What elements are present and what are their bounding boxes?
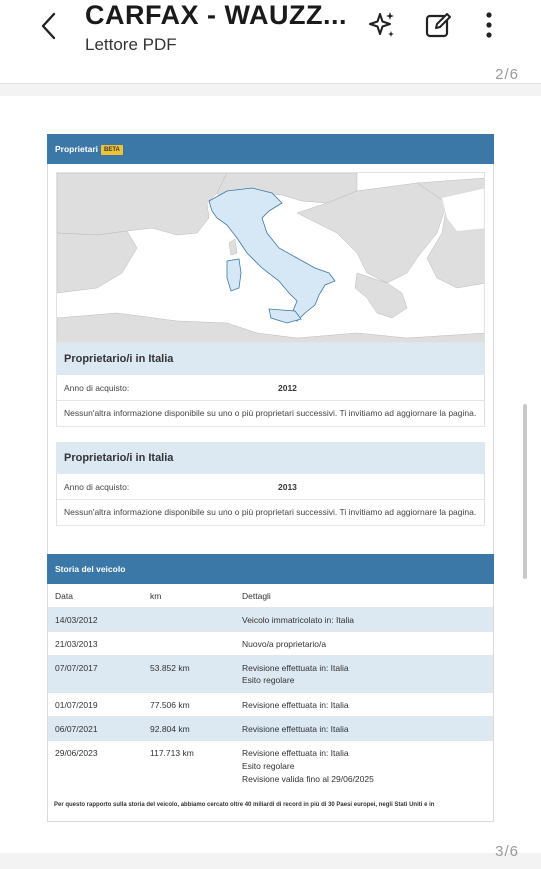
owners-section-title: Proprietari bbox=[55, 144, 98, 154]
owners-section-header bbox=[47, 134, 494, 164]
row-detail: Nuovo/a proprietario/a bbox=[242, 639, 327, 649]
row-detail: Revisione effettuata in: Italia bbox=[242, 748, 349, 758]
row-km: 117.713 km bbox=[150, 748, 194, 758]
row-detail: Revisione effettuata in: Italia bbox=[242, 724, 349, 734]
purchase-year-value: 2012 bbox=[278, 383, 297, 393]
beta-badge: BETA bbox=[101, 145, 123, 155]
purchase-year-label: Anno di acquisto: bbox=[64, 383, 130, 393]
owner-card-1 bbox=[56, 343, 485, 427]
row-detail: Esito regolare bbox=[242, 761, 295, 771]
app-subtitle: Lettore PDF bbox=[85, 35, 177, 54]
italy-map bbox=[56, 172, 485, 343]
table-row bbox=[48, 717, 493, 741]
owner-card-2 bbox=[56, 442, 485, 526]
row-detail: Revisione effettuata in: Italia bbox=[242, 663, 349, 673]
table-row bbox=[48, 656, 493, 693]
purchase-year-row bbox=[56, 375, 485, 401]
row-detail: Revisione valida fino al 29/06/2025 bbox=[242, 774, 374, 784]
vehicle-history-header: Storia del veicolo bbox=[47, 554, 494, 584]
row-date: 14/03/2012 bbox=[55, 615, 98, 625]
back-arrow-icon[interactable] bbox=[34, 6, 68, 46]
row-date: 06/07/2021 bbox=[55, 724, 98, 734]
row-km: 53.852 km bbox=[150, 663, 190, 673]
row-km: 77.506 km bbox=[150, 700, 190, 710]
page-indicator-current: 3/6 bbox=[495, 843, 519, 860]
table-row bbox=[48, 741, 493, 791]
row-detail: Revisione effettuata in: Italia bbox=[242, 700, 349, 710]
page-indicator-previous: 2/6 bbox=[495, 66, 519, 83]
column-header-km: km bbox=[150, 591, 162, 601]
purchase-year-value: 2013 bbox=[278, 482, 297, 492]
table-row bbox=[48, 608, 493, 632]
previous-page-edge bbox=[0, 70, 541, 84]
row-detail: Veicolo immatricolato in: Italia bbox=[242, 615, 354, 625]
page-gap bbox=[0, 853, 541, 869]
owner-note: Nessun'altra informazione disponibile su uno o più proprietari successivi. Ti invitiamo ad aggiornare la pagina. bbox=[56, 401, 485, 427]
edit-icon[interactable] bbox=[422, 8, 456, 42]
history-footnote: Per questo rapporto sulla storia del veicolo, abbiamo cercato oltre 40 miliardi di record in più di 30 Paesi europei, negli Stati Uniti e in bbox=[54, 802, 435, 808]
row-date: 29/06/2023 bbox=[55, 748, 98, 758]
table-header-row bbox=[48, 584, 493, 608]
owner-card-title: Proprietario/i in Italia bbox=[56, 343, 485, 375]
purchase-year-label: Anno di acquisto: bbox=[64, 482, 130, 492]
scrollbar-thumb[interactable] bbox=[523, 404, 527, 579]
row-date: 01/07/2019 bbox=[55, 700, 98, 710]
row-detail: Esito regolare bbox=[242, 675, 295, 685]
purchase-year-row bbox=[56, 474, 485, 500]
row-km: 92.804 km bbox=[150, 724, 190, 734]
owner-card-title: Proprietario/i in Italia bbox=[56, 442, 485, 474]
column-header-date: Data bbox=[55, 591, 73, 601]
sparkle-ai-icon[interactable] bbox=[365, 8, 399, 42]
table-row bbox=[48, 632, 493, 656]
more-vert-icon[interactable] bbox=[472, 8, 506, 42]
table-row bbox=[48, 693, 493, 717]
row-date: 07/07/2017 bbox=[55, 663, 98, 673]
owner-note: Nessun'altra informazione disponibile su uno o più proprietari successivi. Ti invitiamo ad aggiornare la pagina. bbox=[56, 500, 485, 526]
vehicle-history-table bbox=[48, 584, 493, 791]
document-title: CARFAX - WAUZZ... bbox=[85, 0, 347, 30]
row-date: 21/03/2013 bbox=[55, 639, 98, 649]
column-header-details: Dettagli bbox=[242, 591, 271, 601]
app-bar bbox=[0, 0, 541, 70]
